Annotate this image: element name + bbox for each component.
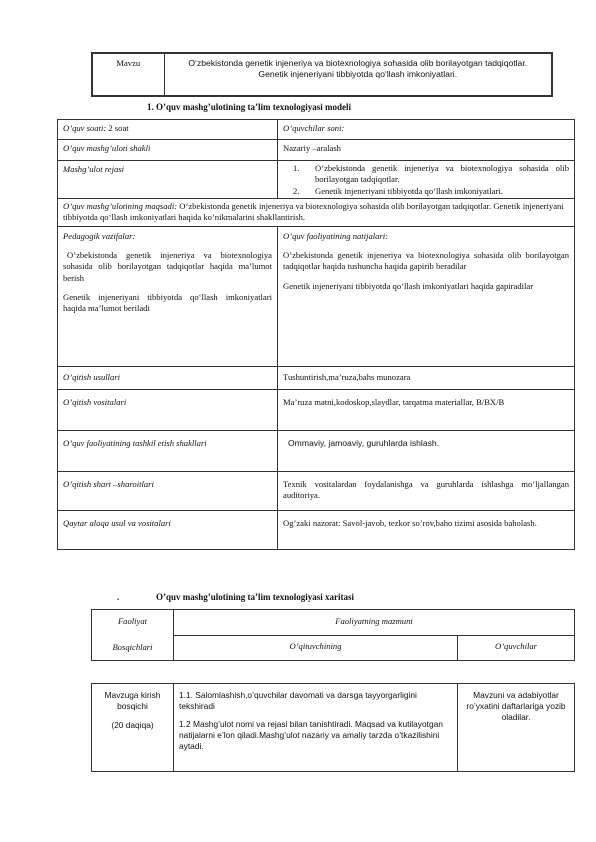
tools-value: Ma’ruza matni,kodoskop,slaydlar, tarqatma materiallar, B/BX/B bbox=[278, 389, 575, 430]
section-title-model: 1. O’quv mashg’ulotining ta’lim texnologiyasi modeli bbox=[147, 102, 352, 112]
stage-name: Mavzuga kirish bosqichi bbox=[104, 690, 161, 712]
activity-content-header: Faoliyatning mazmuni bbox=[174, 610, 575, 636]
lesson-model-table bbox=[57, 119, 575, 550]
table-row bbox=[58, 366, 575, 389]
table-row bbox=[58, 430, 575, 471]
teacher-step-2: 1.2 Mashg’ulot nomi va rejasi bilan tanishtiradi. Maqsad va kutilayotgan natijalarni e’lon qiladi.Mashg’ulot nazariy va amaliy tarzda o’tkazilishini aytadi. bbox=[179, 719, 443, 752]
table-row bbox=[58, 120, 575, 140]
pedagogic-tasks-label: Pedagogik vazifalar: bbox=[63, 230, 136, 241]
section-bullet: . bbox=[117, 592, 120, 602]
table-row bbox=[58, 226, 575, 366]
list-item: 2. Genetik injeneriyani tibbiyotda qo‘llash imkoniyatlari. bbox=[293, 185, 503, 196]
table-row bbox=[58, 389, 575, 430]
teacher-step-1: 1.1. Salomlashish,o’quvchilar davomati va darsga tayyorgarligini tekshiradi bbox=[179, 690, 417, 712]
table-row bbox=[92, 610, 575, 636]
pedagogic-task-1: O’zbekistonda genetik injeneriya va biotexnologiya sohasida olib borilayotgan tadqiqotlar haqida ma’lumot berish bbox=[63, 250, 272, 283]
map-body-table bbox=[91, 683, 575, 772]
students-count-label: O’quvchilar soni: bbox=[278, 120, 575, 140]
students-activity-cell: Mavzuni va adabiyotlar ro’yxatini daftarlariga yozib oladilar. bbox=[458, 684, 575, 772]
feedback-value: Og’zaki nazorat: Savol-javob, tezkor so’rov,baho tizimi asosida baholash. bbox=[278, 510, 575, 549]
learning-result-2: Genetik injeneriyani tibbiyotda qo‘llash imkoniyatlari haqida gapiradilar bbox=[283, 280, 534, 291]
conditions-label: O’qitish shart –sharoitlari bbox=[58, 471, 278, 510]
table-row bbox=[58, 140, 575, 161]
hours-value: 2 soat bbox=[108, 123, 129, 133]
lesson-goal-text: O’zbekistonda genetik injeneriya va biotexnologiya sohasida olib borilayotgan tadqiqotlar. Genetik injeneriyani tibbiyotda qo‘llash imkoniyatlari haqida ko’nikmalarini shakllantirish. bbox=[63, 201, 564, 223]
methods-value: Tushuntirish,ma’ruza,bahs munozara bbox=[278, 366, 575, 389]
topic-header-table bbox=[91, 52, 553, 97]
topic-label: Mavzu bbox=[92, 53, 164, 96]
learning-results-label: O’quv faoliyatining natijalari: bbox=[283, 230, 389, 241]
lesson-goal-cell bbox=[58, 199, 575, 227]
lesson-plan-cell bbox=[278, 161, 575, 199]
section-title-map: O’quv mashg’ulotining ta’lim texnologiyasi xaritasi bbox=[156, 592, 355, 602]
tools-label: O’qitish vositalari bbox=[58, 389, 278, 430]
organization-forms-label: O’quv faoliyatining tashkil etish shakllari bbox=[58, 430, 278, 471]
hours-label: O’quv soati: bbox=[63, 123, 107, 133]
learning-result-1: O’zbekistonda genetik injeneriya va biotexnologiya sohasida olib borilayotgan tadqiqotlar haqida tushuncha haqida gapirib beradilar bbox=[283, 250, 569, 272]
teacher-activity-cell bbox=[174, 684, 458, 772]
stage-duration: (20 daqiqa) bbox=[111, 720, 154, 731]
learning-results-cell bbox=[278, 226, 575, 366]
hours-cell bbox=[58, 120, 278, 140]
activity-label: Faoliyat bbox=[117, 616, 148, 626]
students-header: O’quvchilar bbox=[458, 636, 575, 661]
organization-forms-value: Ommaviy, jamoaviy, guruhlarda ishlash. bbox=[278, 430, 575, 471]
table-row bbox=[58, 161, 575, 199]
stages-label: Bosqichlari bbox=[112, 642, 153, 653]
table-row bbox=[58, 199, 575, 227]
table-row bbox=[58, 471, 575, 510]
conditions-value: Texnik vositalardan foydalanishga va guruhlarda ishlashga mo’ljallangan auditoriya. bbox=[278, 471, 575, 510]
topic-text: O‘zbekistonda genetik injeneriya va biotexnologiya sohasida olib borilayotgan tadqiqotlar. Genetik injeneriyani tibbiyotda qo‘llash imkoniyatlari. bbox=[164, 53, 552, 96]
stage-cell bbox=[92, 684, 174, 772]
table-row bbox=[58, 510, 575, 549]
methods-label: O’qitish usullari bbox=[58, 366, 278, 389]
pedagogic-tasks-cell bbox=[58, 226, 278, 366]
activity-stages-cell bbox=[92, 610, 174, 661]
map-header-table bbox=[91, 609, 575, 661]
feedback-label: Qaytar aloqa usul va vositalari bbox=[58, 510, 278, 549]
teacher-header: O’qituvchining bbox=[174, 636, 458, 661]
list-item: 1. O’zbekistonda genetik injeneriya va biotexnologiya sohasida olib borilayotgan tadqiqotlar. bbox=[293, 163, 569, 185]
lesson-form-label: O’quv mashg’uloti shakli bbox=[58, 140, 278, 161]
lesson-goal-label: O’quv mashg’ulotining maqsadi: bbox=[63, 201, 178, 212]
lesson-plan-list bbox=[283, 163, 569, 197]
pedagogic-task-2: Genetik injeneriyani tibbiyotda qo‘llash imkoniyatlari haqida ma’lumot beriladi bbox=[63, 292, 272, 314]
table-row bbox=[92, 684, 575, 772]
lesson-form-value: Nazariy –aralash bbox=[278, 140, 575, 161]
lesson-plan-label: Mashg’ulot rejasi bbox=[58, 161, 278, 199]
